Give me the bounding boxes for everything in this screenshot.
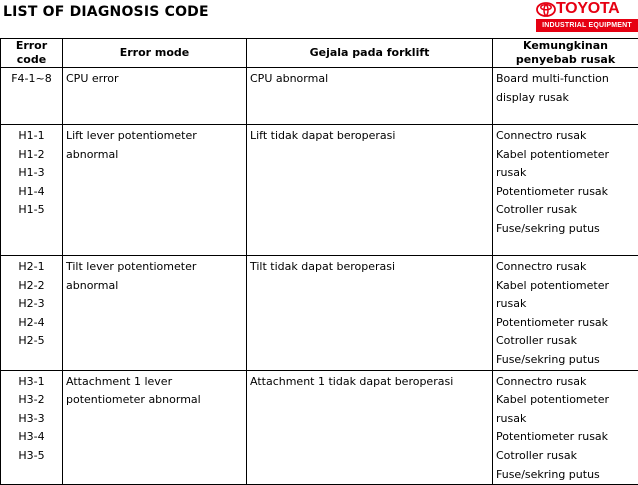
cause-item: Potentiometer rusak	[496, 183, 636, 202]
cause-item: Cotroller rusak	[496, 447, 636, 466]
table-row	[1, 370, 638, 485]
cause-item: Cotroller rusak	[496, 201, 636, 220]
cause-item: Kabel potentiometer rusak	[496, 391, 636, 428]
error-code: H1-1	[1, 127, 62, 146]
cause-item: Kabel potentiometer rusak	[496, 146, 636, 183]
cell-error-code	[1, 125, 63, 256]
error-code: H2-2	[1, 277, 62, 296]
error-code: H3-5	[1, 447, 62, 466]
error-code: H3-4	[1, 428, 62, 447]
cell-error-code	[1, 68, 63, 125]
toyota-logo	[530, 0, 638, 34]
toyota-emblem-icon	[536, 2, 556, 17]
table-row	[1, 256, 638, 371]
cell-cause	[493, 256, 638, 371]
cause-item: Fuse/sekring putus	[496, 351, 636, 370]
table-row	[1, 125, 638, 256]
cell-symptom: Attachment 1 tidak dapat beroperasi	[247, 370, 493, 485]
error-code: H3-1	[1, 373, 62, 392]
table-header-row	[1, 39, 638, 68]
error-code: H2-3	[1, 295, 62, 314]
error-code: H2-1	[1, 258, 62, 277]
cause-item: Kabel potentiometer rusak	[496, 277, 636, 314]
cell-symptom: CPU abnormal	[247, 68, 493, 125]
cell-symptom: Tilt tidak dapat beroperasi	[247, 256, 493, 371]
diagnosis-table	[0, 38, 638, 485]
error-code: H3-2	[1, 391, 62, 410]
header-cause: Kemungkinan penyebab rusak	[493, 39, 638, 68]
cause-item: Connectro rusak	[496, 258, 636, 277]
cause-item: display rusak	[496, 89, 636, 108]
cell-error-mode: Attachment 1 lever potentiometer abnormal	[63, 370, 247, 485]
page-title: LIST OF DIAGNOSIS CODE	[3, 1, 209, 23]
error-code: H1-2	[1, 146, 62, 165]
cell-error-code	[1, 256, 63, 371]
cause-item: Connectro rusak	[496, 373, 636, 392]
error-code: H1-4	[1, 183, 62, 202]
header-error-mode: Error mode	[63, 39, 247, 68]
cause-item: Potentiometer rusak	[496, 314, 636, 333]
cell-cause	[493, 125, 638, 256]
cause-item: Fuse/sekring putus	[496, 466, 636, 485]
table-row	[1, 68, 638, 125]
cell-symptom: Lift tidak dapat beroperasi	[247, 125, 493, 256]
cause-item: Board multi-function	[496, 70, 636, 89]
error-code: F4-1~8	[1, 70, 62, 89]
error-code: H1-3	[1, 164, 62, 183]
cell-error-mode: Lift lever potentiometer abnormal	[63, 125, 247, 256]
header-symptom: Gejala pada forklift	[247, 39, 493, 68]
cause-item: Cotroller rusak	[496, 332, 636, 351]
table-body	[1, 68, 638, 485]
error-code: H2-5	[1, 332, 62, 351]
logo-subtitle: INDUSTRIAL EQUIPMENT	[536, 19, 638, 32]
error-code: H1-5	[1, 201, 62, 220]
cell-cause	[493, 370, 638, 485]
error-code: H3-3	[1, 410, 62, 429]
error-code: H2-4	[1, 314, 62, 333]
header-error-code: Error code	[1, 39, 63, 68]
cause-item: Potentiometer rusak	[496, 428, 636, 447]
cell-cause	[493, 68, 638, 125]
cell-error-mode: Tilt lever potentiometer abnormal	[63, 256, 247, 371]
cell-error-code	[1, 370, 63, 485]
logo-brand: TOYOTA	[556, 0, 619, 18]
cause-item: Fuse/sekring putus	[496, 220, 636, 239]
cell-error-mode: CPU error	[63, 68, 247, 125]
cause-item: Connectro rusak	[496, 127, 636, 146]
